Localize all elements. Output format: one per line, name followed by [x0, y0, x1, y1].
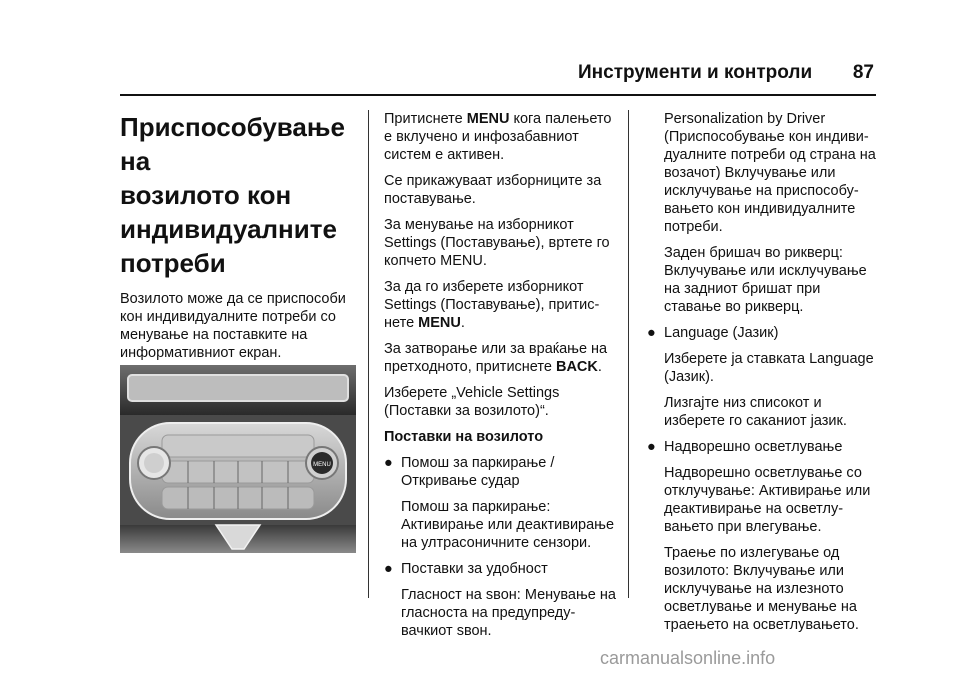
rear-wiper-paragraph: Заден бришач во рикверц: Вклучување или исклучување на задниот бришат при ставање во рикверц.: [664, 245, 867, 315]
bullet-comfort-settings: ● Поставки за удобност: [384, 561, 548, 577]
exterior-lighting-text-2: Траење по излегување од возилото: Вклучување или исклучување на излезното осветлување и менување на траењето на осветлувањето.: [664, 545, 859, 633]
header-section-title: Инструменти и контроли: [578, 62, 813, 83]
page-number: 87: [852, 62, 874, 83]
bullet-parking-assist: ● Помош за паркирање / Откривање судар: [384, 455, 555, 489]
exterior-lighting-text-1: Надворешно осветлување со отклучување: Активирање или деактивирање на осветлу-вањето при влегување.: [664, 465, 871, 535]
column-divider: [628, 110, 629, 598]
column-divider: [368, 110, 369, 598]
personalization-paragraph: Personalization by Driver (Приспособување кон индиви-дуалните потреби од страна на возачот) Вклучување или исклучување на приспособу-вањето кон индивидуалните потреби.: [664, 111, 876, 235]
bullet-icon: ●: [647, 325, 656, 341]
vehicle-settings-paragraph: Изберете „Vehicle Settings (Поставки за возилото)“.: [384, 385, 560, 419]
parking-assist-text: Помош за паркирање: Активирање или деактивирање на ултрасоничните сензори.: [401, 499, 615, 551]
column-right: [647, 110, 876, 642]
running-header: [578, 62, 874, 84]
back-paragraph: За затворање или за враќање на претходното, притиснете BACK.: [384, 341, 608, 375]
menus-shown-paragraph: Се прикажуваат изборниците за поставување.: [384, 173, 602, 207]
select-menu-paragraph: За да го изберете изборникот Settings (Поставување), притис-нете MENU.: [384, 279, 600, 331]
bullet-language: ● Language (Јазик): [647, 325, 779, 341]
intro-paragraph: Возилото може да се приспособи кон индивидуалните потреби со менување на поставките на информативниот екран.: [120, 291, 346, 361]
column-middle: [384, 110, 622, 648]
language-text-2: Лизгајте низ списокот и изберете го саканиот јазик.: [664, 395, 847, 429]
press-menu-paragraph: Притиснете MENU кога палењето е вклучено и инфозабавниот систем е активен.: [384, 111, 612, 163]
bullet-icon: ●: [647, 439, 656, 455]
section-title: Приспособување на возилото кон индивидуалните потреби: [120, 112, 345, 278]
vehicle-settings-heading: Поставки на возилото: [384, 429, 544, 445]
language-text-1: Изберете ја ставката Language (Јазик).: [664, 351, 874, 385]
bullet-exterior-lighting: ● Надворешно осветлување: [647, 439, 843, 455]
header-rule: [120, 94, 876, 96]
infotainment-panel-illustration: [120, 365, 356, 553]
chime-volume-text: Гласност на ѕвон: Менување на гласноста на предупреду-вачкиот ѕвон.: [401, 587, 616, 639]
change-menu-paragraph: За менување на изборникот Settings (Поставување), вртете го копчето MENU.: [384, 217, 610, 269]
bullet-icon: ●: [384, 561, 393, 577]
menu-knob-label: MENU: [313, 462, 331, 468]
watermark: carmanualsonline.info: [600, 648, 776, 668]
bullet-icon: ●: [384, 455, 393, 471]
